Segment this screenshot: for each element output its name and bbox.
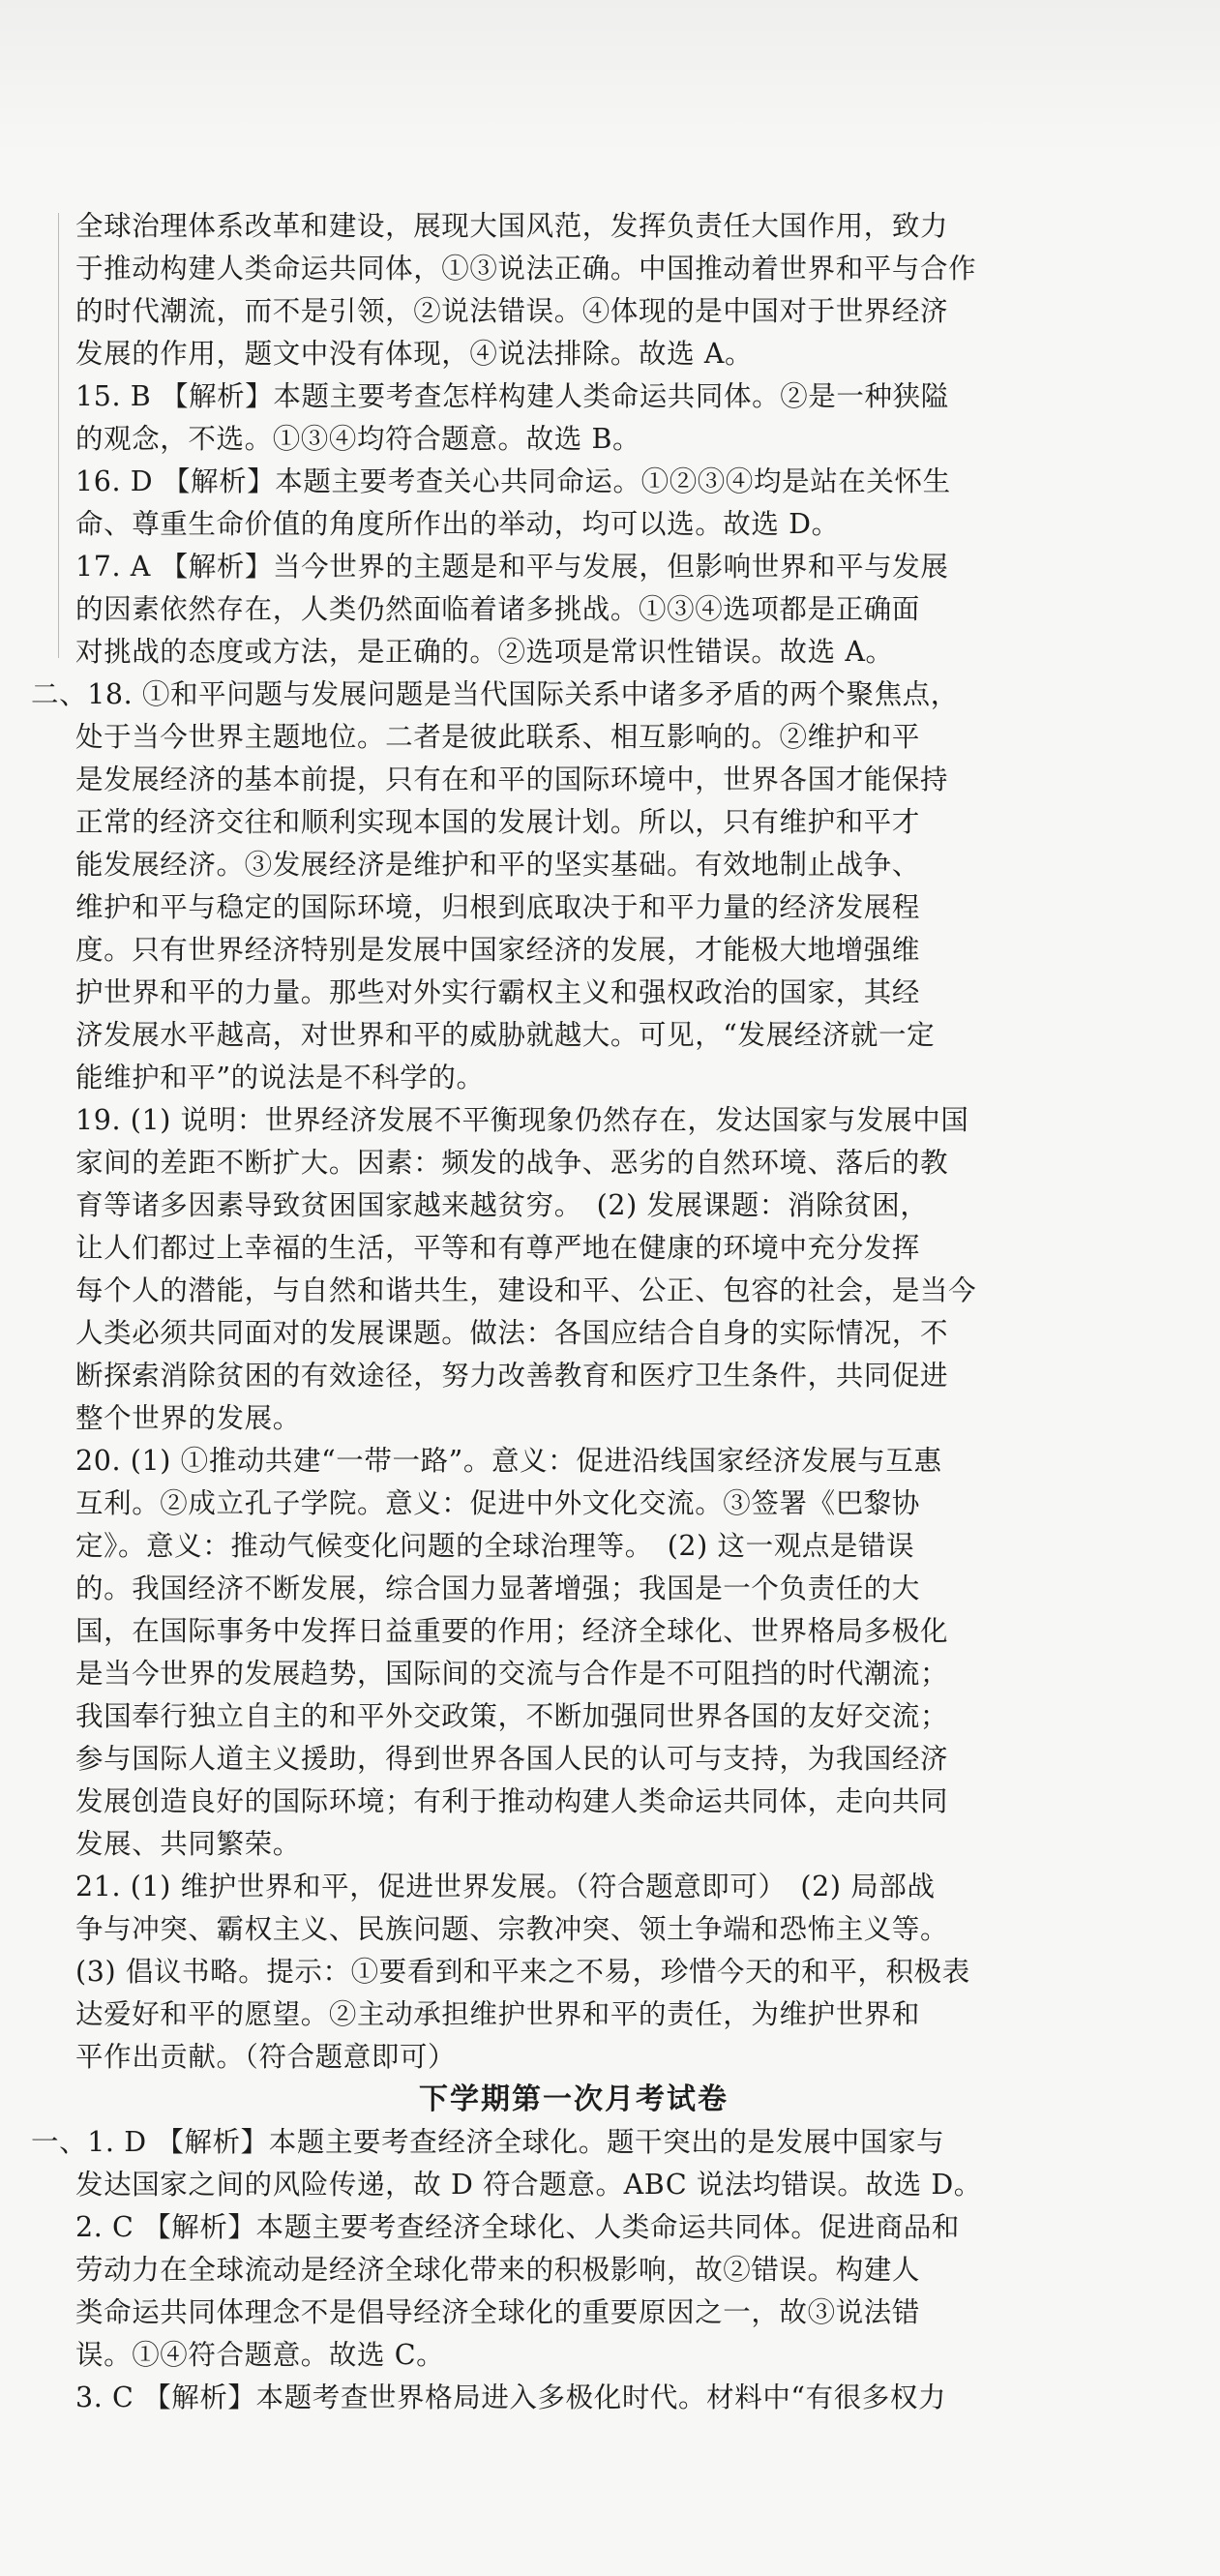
text-line: 家间的差距不断扩大。因素：频发的战争、恶劣的自然环境、落后的教 [75, 1147, 949, 1179]
text-line: 正常的经济交往和顺利实现本国的发展计划。所以，只有维护和平才 [75, 806, 921, 838]
text-line: 3. C 【解析】本题考查世界格局进入多极化时代。材料中“有很多权力 [75, 2381, 947, 2413]
text-line: 能发展经济。③发展经济是维护和平的坚实基础。有效地制止战争、 [75, 849, 921, 881]
text-line: 二、18. ①和平问题与发展问题是当代国际关系中诸多矛盾的两个聚焦点， [31, 678, 959, 710]
text-line: 平作出贡献。（符合题意即可） [75, 2041, 457, 2073]
text-line: 是发展经济的基本前提，只有在和平的国际环境中，世界各国才能保持 [75, 764, 949, 795]
text-line: 一、1. D 【解析】本题主要考查经济全球化。题干突出的是发展中国家与 [31, 2126, 945, 2158]
text-line: 整个世界的发展。 [75, 1402, 301, 1434]
text-line: 命、尊重生命价值的角度所作出的举动，均可以选。故选 D。 [75, 508, 840, 540]
margin-rule [58, 213, 59, 658]
text-line: 发展的作用，题文中没有体现，④说法排除。故选 A。 [75, 338, 754, 370]
text-line: 济发展水平越高，对世界和平的威胁就越大。可见，“发展经济就一定 [75, 1019, 936, 1051]
text-line: 参与国际人道主义援助，得到世界各国人民的认可与支持，为我国经济 [75, 1743, 949, 1775]
text-line: 人类必须共同面对的发展课题。做法：各国应结合自身的实际情况，不 [75, 1317, 949, 1349]
text-line: 发展创造良好的国际环境；有利于推动构建人类命运共同体，走向共同 [75, 1785, 949, 1817]
text-line: 维护和平与稳定的国际环境，归根到底取决于和平力量的经济发展程 [75, 891, 921, 923]
text-line: 15. B 【解析】本题主要考查怎样构建人类命运共同体。②是一种狭隘 [75, 380, 949, 412]
text-line: 劳动力在全球流动是经济全球化带来的积极影响，故②错误。构建人 [75, 2254, 921, 2286]
text-line: 类命运共同体理念不是倡导经济全球化的重要原因之一，故③说法错 [75, 2296, 921, 2328]
text-line: 的。我国经济不断发展，综合国力显著增强；我国是一个负责任的大 [75, 1573, 921, 1604]
text-line: 我国奉行独立自主的和平外交政策，不断加强同世界各国的友好交流； [75, 1700, 949, 1732]
text-line: 20. (1) ①推动共建“一带一路”。意义：促进沿线国家经济发展与互惠 [75, 1445, 942, 1477]
text-line: 发达国家之间的风险传递，故 D 符合题意。ABC 说法均错误。故选 D。 [75, 2169, 982, 2201]
text-line: 21. (1) 维护世界和平，促进世界发展。（符合题意即可） (2) 局部战 [75, 1871, 936, 1902]
text-line: 护世界和平的力量。那些对外实行霸权主义和强权政治的国家，其经 [75, 976, 921, 1008]
text-line: 的因素依然存在，人类仍然面临着诸多挑战。①③④选项都是正确面 [75, 593, 921, 625]
text-line: 全球治理体系改革和建设，展现大国风范，发挥负责任大国作用，致力 [75, 210, 949, 242]
text-line: 定》。意义：推动气候变化问题的全球治理等。 (2) 这一观点是错误 [75, 1530, 915, 1562]
text-line: 能维护和平”的说法是不科学的。 [75, 1062, 485, 1093]
text-line: 的时代潮流，而不是引领，②说法错误。④体现的是中国对于世界经济 [75, 295, 949, 327]
text-line: 发展、共同繁荣。 [75, 1828, 301, 1860]
text-line: 互利。②成立孔子学院。意义：促进中外文化交流。③签署《巴黎协 [75, 1487, 921, 1519]
text-line: 对挑战的态度或方法，是正确的。②选项是常识性错误。故选 A。 [75, 636, 894, 668]
text-line: 16. D 【解析】本题主要考查关心共同命运。①②③④均是站在关怀生 [75, 465, 951, 497]
text-line: 19. (1) 说明：世界经济发展不平衡现象仍然存在，发达国家与发展中国 [75, 1104, 969, 1136]
text-line: 度。只有世界经济特别是发展中国家经济的发展，才能极大地增强维 [75, 934, 921, 966]
section-title: 下学期第一次月考试卷 [419, 2082, 729, 2116]
text-line: 误。①④符合题意。故选 C。 [75, 2339, 445, 2371]
text-line: 17. A 【解析】当今世界的主题是和平与发展，但影响世界和平与发展 [75, 551, 949, 583]
text-line: 断探索消除贫困的有效途径，努力改善教育和医疗卫生条件，共同促进 [75, 1360, 949, 1392]
answer-text-column [31, 205, 1072, 2419]
text-line: 国，在国际事务中发挥日益重要的作用；经济全球化、世界格局多极化 [75, 1615, 949, 1647]
text-line: 达爱好和平的愿望。②主动承担维护世界和平的责任，为维护世界和 [75, 1998, 921, 2030]
text-line: (3) 倡议书略。提示：①要看到和平来之不易，珍惜今天的和平，积极表 [75, 1956, 970, 1988]
text-line: 每个人的潜能，与自然和谐共生，建设和平、公正、包容的社会，是当今 [75, 1274, 977, 1306]
text-line: 的观念，不选。①③④均符合题意。故选 B。 [75, 423, 641, 455]
text-line: 2. C 【解析】本题主要考查经济全球化、人类命运共同体。促进商品和 [75, 2211, 961, 2243]
text-line: 争与冲突、霸权主义、民族问题、宗教冲突、领土争端和恐怖主义等。 [75, 1913, 949, 1945]
text-line: 处于当今世界主题地位。二者是彼此联系、相互影响的。②维护和平 [75, 721, 921, 753]
text-line: 育等诸多因素导致贫困国家越来越贫穷。 (2) 发展课题：消除贫困， [75, 1189, 929, 1221]
text-line: 于推动构建人类命运共同体，①③说法正确。中国推动着世界和平与合作 [75, 253, 977, 285]
text-line: 让人们都过上幸福的生活，平等和有尊严地在健康的环境中充分发挥 [75, 1232, 921, 1264]
text-line: 是当今世界的发展趋势，国际间的交流与合作是不可阻挡的时代潮流； [75, 1658, 949, 1690]
